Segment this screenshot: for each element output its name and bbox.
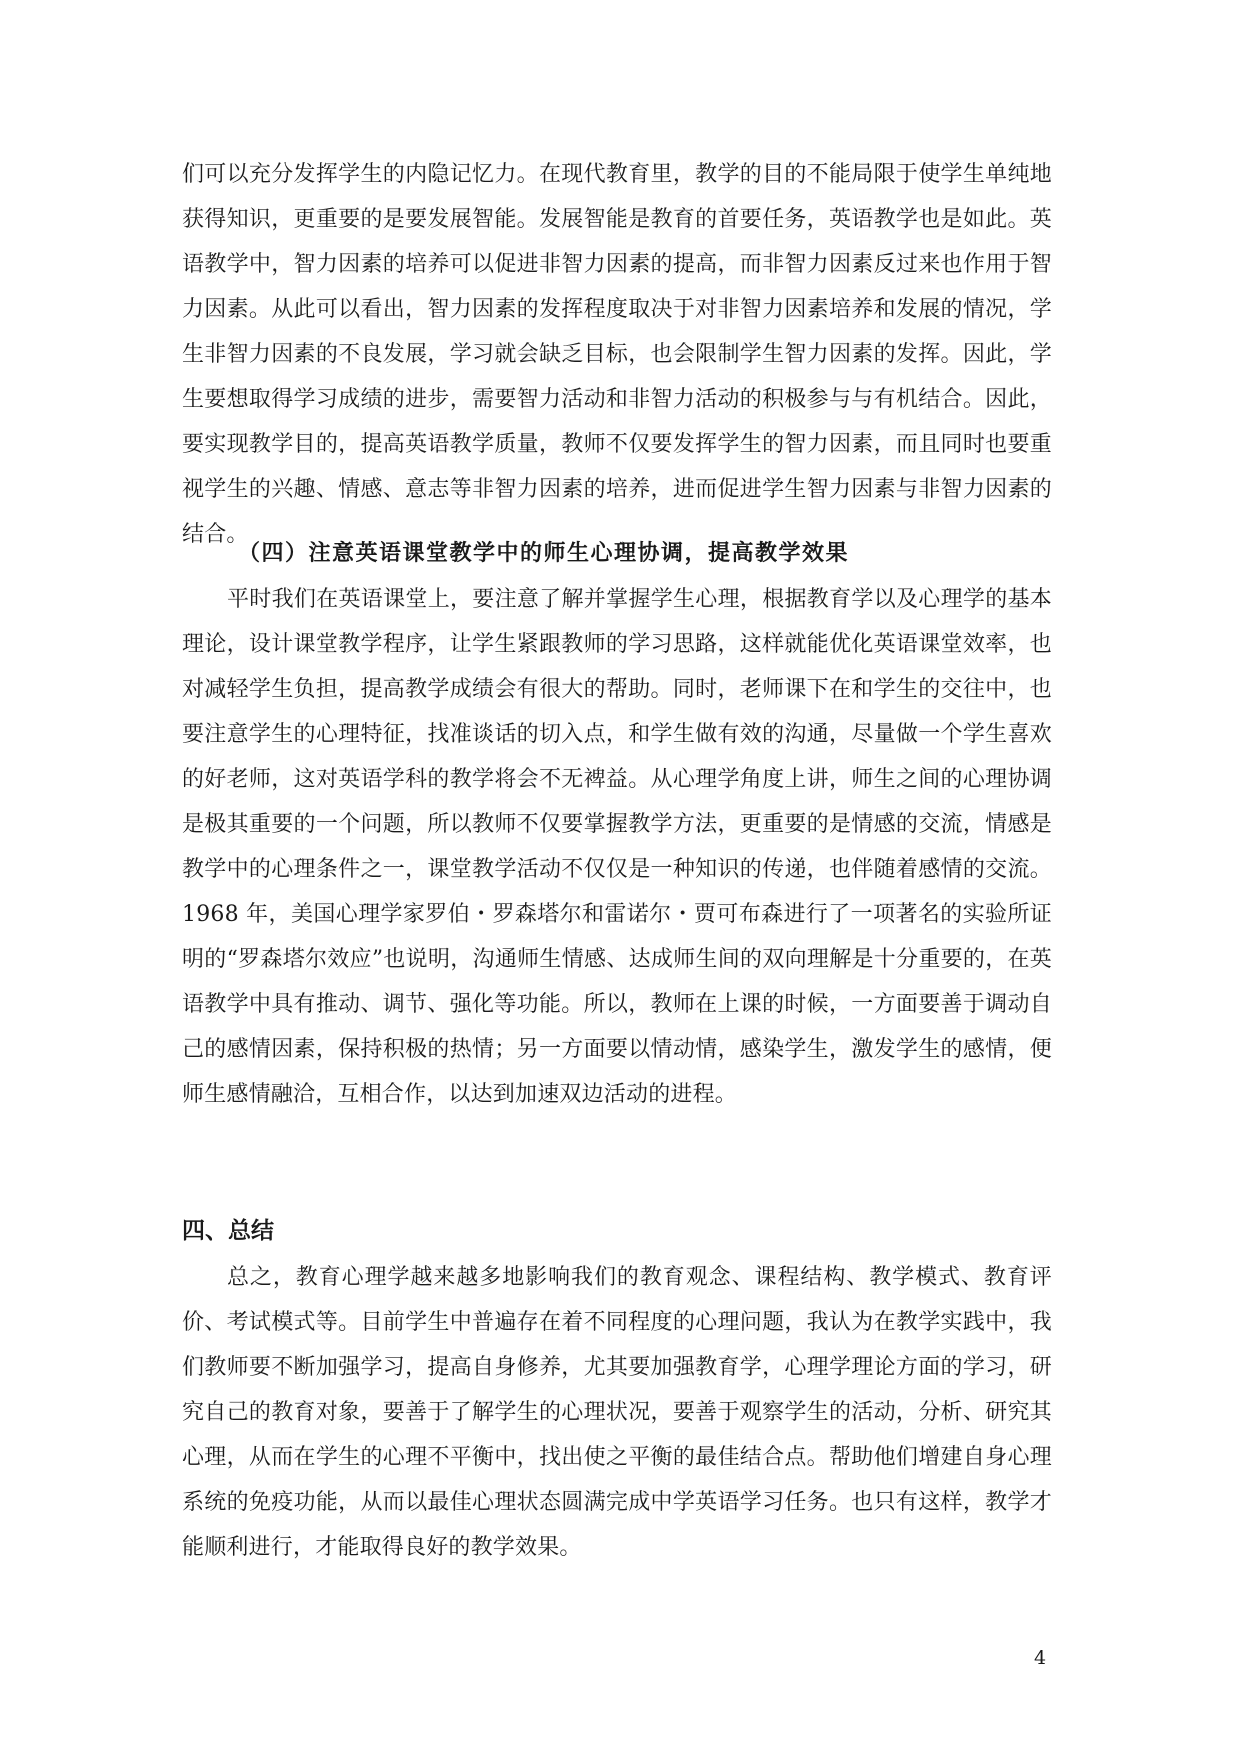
subsection-heading: （四）注意英语课堂教学中的师生心理协调，提高教学效果 bbox=[238, 540, 850, 566]
section-heading-summary: 四、总结 bbox=[182, 1218, 274, 1244]
body-paragraph-teacher-student: 平时我们在英语课堂上，要注意了解并掌握学生心理，根据教育学以及心理学的基本理论，设计课堂教学程序，让学生紧跟教师的学习思路，这样就能优化英语课堂效率，也对减轻学生负担，提高教学成绩会有很大的帮助。同时，老师课下在和学生的交往中，也要注意学生的心理特征，找准谈话的切入点，和学生做有效的沟通，尽量做一个学生喜欢的好老师，这对英语学科的教学将会不无裨益。从心理学角度上讲，师生之间的心理协调是极其重要的一个问题，所以教师不仅要掌握教学方法，更重要的是情感的交流，情感是教学中的心理条件之一，课堂教学活动不仅仅是一种知识的传递，也伴随着感情的交流。1968 年，美国心理学家罗伯・罗森塔尔和雷诺尔・贾可布森进行了一项著名的实验所证明的“罗森塔尔效应”也说明，沟通师生情感、达成师生间的双向理解是十分重要的，在英语教学中具有推动、调节、强化等功能。所以，教师在上课的时候，一方面要善于调动自己的感情因素，保持积极的热情；另一方面要以情动情，感染学生，激发学生的感情，便师生感情融洽，互相合作，以达到加速双边活动的进程。 bbox=[182, 587, 1052, 1107]
page-number: 4 bbox=[1034, 1647, 1047, 1669]
body-paragraph-continued: 们可以充分发挥学生的内隐记忆力。在现代教育里，教学的目的不能局限于使学生单纯地获得知识，更重要的是要发展智能。发展智能是教育的首要任务，英语教学也是如此。英语教学中，智力因素的培养可以促进非智力因素的提高，而非智力因素反过来也作用于智力因素。从此可以看出，智力因素的发挥程度取决于对非智力因素培养和发展的情况，学生非智力因素的不良发展，学习就会缺乏目标，也会限制学生智力因素的发挥。因此，学生要想取得学习成绩的进步，需要智力活动和非智力活动的积极参与与有机结合。因此，要实现教学目的，提高英语教学质量，教师不仅要发挥学生的智力因素，而且同时也要重视学生的兴趣、情感、意志等非智力因素的培养，进而促进学生智力因素与非智力因素的结合。 bbox=[182, 162, 1052, 547]
body-paragraph-summary: 总之，教育心理学越来越多地影响我们的教育观念、课程结构、教学模式、教育评价、考试模式等。目前学生中普遍存在着不同程度的心理问题，我认为在教学实践中，我们教师要不断加强学习，提高自身修养，尤其要加强教育学，心理学理论方面的学习，研究自己的教育对象，要善于了解学生的心理状况，要善于观察学生的活动，分析、研究其心理，从而在学生的心理不平衡中，找出使之平衡的最佳结合点。帮助他们增建自身心理系统的免疫功能，从而以最佳心理状态圆满完成中学英语学习任务。也只有这样，教学才能顺利进行，才能取得良好的教学效果。 bbox=[182, 1265, 1052, 1560]
